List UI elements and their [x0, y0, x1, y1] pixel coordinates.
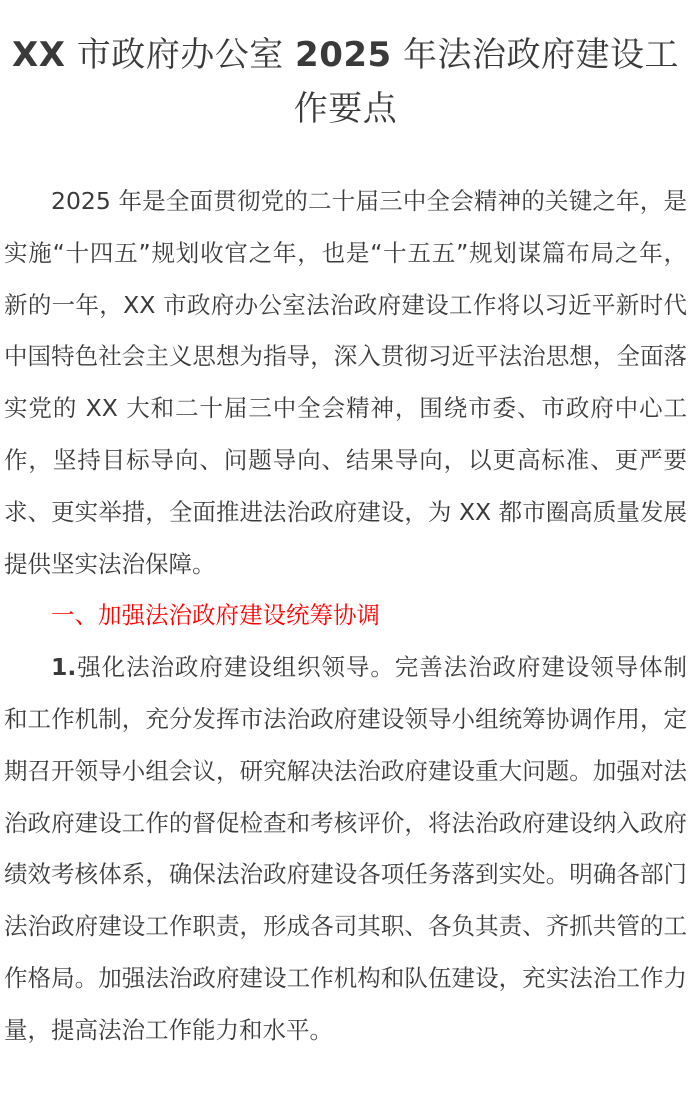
item-text-1: 强化法治政府建设组织领导。完善法治政府建设领导体制和工作机制，充分发挥市法治政府建设领导小组统筹协调作用，定期召开领导小组会议，研究解决法治政府建设重大问题。加强对法治政府建设工作的督促检查和考核评价，将法治政府建设纳入政府绩效考核体系，确保法治政府建设各项任务落到实处。明确各部门法治政府建设工作职责，形成各司其职、各负其责、齐抓共管的工作格局。加强法治政府建设工作机构和队伍建设，充实法治工作力量，提高法治工作能力和水平。: [4, 653, 687, 1044]
title-part-year: 2025: [295, 35, 392, 75]
title-part-office: 市政府办公室: [65, 35, 296, 75]
section-heading-1: 一、加强法治政府建设统筹协调: [51, 601, 380, 630]
title-part-xx: XX: [11, 35, 66, 75]
document-title: [4, 28, 687, 136]
intro-paragraph: 2025 年是全面贯彻党的二十届三中全会精神的关键之年，是实施“十四五”规划收官之年，也是“十五五”规划谋篇布局之年，新的一年，XX 市政府办公室法治政府建设工作将以习近平新时代中国特色社会主义思想为指导，深入贯彻习近平法治思想，全面落实党的 XX 大和二十届三中全会精神，围绕市委、市政府中心工作，坚持目标导向、问题导向、结果导向，以更高标准、更严要求、更实举措，全面推进法治政府建设，为 XX 都市圈高质量发展提供坚实法治保障。: [4, 187, 687, 578]
item-number-1: 1.: [51, 653, 77, 682]
title-part-topic: 年法治政府建设工作要点: [293, 35, 679, 129]
item-paragraph-1: [4, 642, 687, 1056]
